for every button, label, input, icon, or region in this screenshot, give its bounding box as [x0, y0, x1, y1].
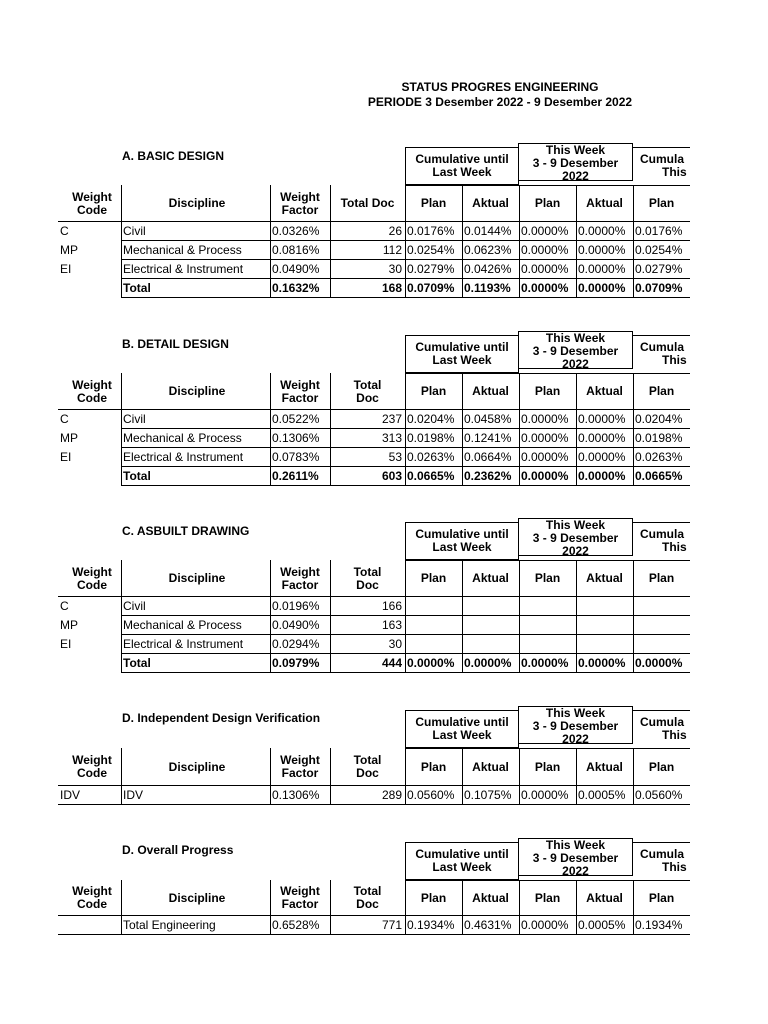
- total-doc-cell: 112: [382, 243, 402, 257]
- group-header-this-week: [518, 706, 633, 744]
- group-header-cumulative-last: [405, 147, 519, 185]
- col-header-discipline: Discipline: [168, 384, 226, 398]
- total-plan: 0.0709%: [635, 281, 683, 295]
- plan-cell: 0.0000%: [521, 788, 569, 802]
- rule: [405, 185, 406, 298]
- rule: [405, 373, 406, 486]
- total-plan: 0.0665%: [407, 469, 455, 483]
- discipline-cell: Electrical & Instrument: [123, 262, 244, 276]
- total-aktual: 0.0000%: [464, 656, 512, 670]
- aktual-cell: 0.1241%: [464, 431, 512, 445]
- rule: [270, 748, 271, 805]
- section-title: C. ASBUILT DRAWING: [122, 524, 250, 538]
- total-doc-cell: 30: [388, 637, 402, 651]
- total-doc-cell: 166: [381, 599, 402, 613]
- col-header-aktual: Aktual: [586, 384, 623, 398]
- rule: [58, 804, 690, 805]
- rule: [405, 880, 406, 935]
- aktual-cell: [464, 635, 519, 653]
- rule: [519, 560, 520, 673]
- total-doc-cell: 289: [381, 788, 402, 802]
- group-label-line: This: [662, 860, 687, 874]
- plan-cell: 0.0254%: [635, 243, 683, 257]
- group-label-line: 3 - 9 Desember: [532, 719, 619, 733]
- discipline-cell: Mechanical & Process: [123, 431, 242, 445]
- rule: [633, 373, 634, 486]
- weight-factor-cell: 0.6528%: [272, 918, 320, 932]
- plan-cell: 0.0000%: [521, 243, 569, 257]
- aktual-cell: 0.0000%: [578, 431, 626, 445]
- rule: [519, 880, 520, 935]
- col-header-discipline: Discipline: [168, 196, 226, 210]
- aktual-cell: 0.0623%: [464, 243, 512, 257]
- group-label-line: This Week: [545, 331, 606, 345]
- total-plan: 0.0709%: [407, 281, 455, 295]
- weight-factor-cell: 0.1306%: [272, 788, 320, 802]
- total-doc-sum: 444: [381, 656, 402, 670]
- group-header-this-week: [518, 838, 633, 876]
- group-label-line: Cumula: [640, 527, 685, 541]
- rule: [121, 297, 690, 298]
- group-label-line: 2022: [562, 864, 589, 878]
- report-period: PERIODE 3 Desember 2022 - 9 Desember 2022: [367, 95, 633, 109]
- col-header-aktual: Aktual: [586, 196, 623, 210]
- plan-cell: 0.0560%: [635, 788, 683, 802]
- weight-code-cell: IDV: [60, 788, 81, 802]
- group-label-line: Cumula: [640, 152, 685, 166]
- rule: [576, 560, 577, 673]
- col-header-plan: Plan: [420, 890, 447, 905]
- total-plan: 0.0000%: [521, 656, 569, 670]
- group-label-line: 3 - 9 Desember: [532, 156, 619, 170]
- col-header-weight-code: Weight Code: [72, 377, 112, 405]
- weight-code-cell: C: [60, 412, 69, 426]
- plan-cell: 0.0279%: [635, 262, 683, 276]
- plan-cell: 0.0560%: [407, 788, 455, 802]
- group-header-cumulative-this: [640, 842, 690, 880]
- group-header-cumulative-last: [405, 842, 519, 880]
- plan-cell: 0.0000%: [521, 431, 569, 445]
- total-plan: 0.0000%: [521, 281, 569, 295]
- weight-factor-cell: 0.1306%: [272, 431, 320, 445]
- group-header-cumulative-last: [405, 522, 519, 560]
- rule: [121, 672, 690, 673]
- plan-cell: [635, 635, 690, 653]
- rule: [270, 373, 271, 486]
- plan-cell: 0.0000%: [521, 262, 569, 276]
- section-title: D. Overall Progress: [122, 843, 234, 857]
- weight-code-cell: EI: [60, 450, 72, 464]
- total-doc-sum: 603: [381, 469, 402, 483]
- weight-code-cell: MP: [60, 243, 78, 257]
- plan-cell: 0.0176%: [635, 224, 683, 238]
- rule: [462, 373, 463, 486]
- plan-cell: [521, 635, 576, 653]
- col-header-total-doc: Total Doc: [353, 884, 382, 911]
- total-label: Total: [123, 281, 151, 295]
- rule: [462, 880, 463, 935]
- group-header-cumulative-this: [640, 335, 690, 373]
- group-label-line: Last Week: [432, 165, 492, 179]
- section-title: D. Independent Design Verification: [122, 711, 321, 725]
- group-label-line: Last Week: [432, 540, 492, 554]
- col-header-aktual: Aktual: [472, 384, 509, 398]
- weight-factor-cell: 0.0490%: [272, 618, 320, 632]
- group-header-cumulative-this: [640, 147, 690, 185]
- weight-factor-cell: 0.0326%: [272, 224, 320, 238]
- weight-code-cell: EI: [60, 637, 72, 651]
- aktual-cell: 0.1075%: [464, 788, 512, 802]
- col-header-plan: Plan: [648, 759, 675, 774]
- total-weight-factor: 0.1632%: [272, 281, 320, 295]
- group-label-line: 3 - 9 Desember: [532, 344, 619, 358]
- group-label-line: Cumula: [640, 340, 685, 354]
- rule: [405, 185, 690, 186]
- group-label-line: Cumula: [640, 847, 685, 861]
- plan-cell: [407, 635, 462, 653]
- group-label-line: This Week: [545, 838, 606, 852]
- discipline-cell: Civil: [123, 224, 146, 238]
- plan-cell: 0.1934%: [407, 918, 455, 932]
- col-header-aktual: Aktual: [472, 571, 509, 585]
- aktual-cell: 0.0005%: [578, 788, 626, 802]
- rule: [519, 373, 520, 486]
- group-label-line: Cumulative until: [415, 340, 509, 354]
- rule: [270, 560, 271, 673]
- plan-cell: 0.0263%: [407, 450, 455, 464]
- weight-code-cell: [60, 916, 120, 934]
- rule: [519, 185, 520, 298]
- col-header-aktual: Aktual: [472, 759, 509, 774]
- plan-cell: [407, 597, 462, 615]
- weight-factor-cell: 0.0816%: [272, 243, 320, 257]
- group-label-line: Cumulative until: [415, 715, 509, 729]
- total-aktual: 0.2362%: [464, 469, 512, 483]
- rule: [519, 748, 520, 805]
- weight-factor-cell: 0.0490%: [272, 262, 320, 276]
- rule: [121, 880, 122, 935]
- rule: [576, 880, 577, 935]
- rule: [632, 710, 690, 711]
- total-doc-cell: 163: [381, 618, 402, 632]
- rule: [632, 522, 690, 523]
- group-label-line: This: [662, 353, 687, 367]
- col-header-plan: Plan: [534, 196, 561, 210]
- total-aktual: 0.0000%: [578, 656, 626, 670]
- col-header-plan: Plan: [648, 196, 675, 210]
- col-header-aktual: Aktual: [586, 759, 623, 774]
- rule: [121, 560, 122, 673]
- rule: [405, 880, 690, 881]
- group-label-line: This Week: [545, 143, 606, 157]
- rule: [576, 185, 577, 298]
- total-plan: 0.0665%: [635, 469, 683, 483]
- rule: [632, 842, 690, 843]
- rule: [462, 748, 463, 805]
- group-label-line: Cumula: [640, 715, 685, 729]
- aktual-cell: 0.0144%: [464, 224, 512, 238]
- rule: [405, 373, 690, 374]
- group-label-line: 2022: [562, 732, 589, 746]
- rule: [633, 560, 634, 673]
- col-header-plan: Plan: [420, 759, 447, 774]
- rule: [633, 185, 634, 298]
- aktual-cell: 0.0005%: [578, 918, 626, 932]
- rule: [632, 335, 690, 336]
- col-header-total-doc: Total Doc: [340, 196, 395, 210]
- weight-code-cell: MP: [60, 431, 78, 445]
- total-doc-cell: 30: [388, 262, 402, 276]
- rule: [632, 147, 690, 148]
- total-label: Total: [123, 656, 151, 670]
- group-label-line: Last Week: [432, 353, 492, 367]
- aktual-cell: [464, 616, 519, 634]
- group-header-this-week: [518, 331, 633, 369]
- aktual-cell: 0.0426%: [464, 262, 512, 276]
- rule: [121, 485, 690, 486]
- rule: [462, 560, 463, 673]
- plan-cell: 0.0198%: [635, 431, 683, 445]
- plan-cell: 0.0176%: [407, 224, 455, 238]
- weight-code-cell: C: [60, 599, 69, 613]
- total-doc-cell: 26: [388, 224, 402, 238]
- col-header-plan: Plan: [420, 196, 447, 210]
- col-header-weight-code: Weight Code: [72, 753, 112, 780]
- col-header-discipline: Discipline: [168, 759, 226, 774]
- weight-factor-cell: 0.0196%: [272, 599, 320, 613]
- total-aktual: 0.0000%: [578, 281, 626, 295]
- report-title: STATUS PROGRES ENGINEERING: [401, 80, 599, 94]
- discipline-cell: Civil: [123, 599, 146, 613]
- col-header-weight-factor: Weight Factor: [280, 884, 320, 911]
- aktual-cell: 0.0000%: [578, 450, 626, 464]
- total-doc-cell: 771: [381, 918, 402, 932]
- rule: [270, 880, 271, 935]
- weight-code-cell: MP: [60, 618, 78, 632]
- plan-cell: 0.0000%: [521, 412, 569, 426]
- col-header-aktual: Aktual: [586, 890, 623, 905]
- total-doc-cell: 237: [381, 412, 402, 426]
- col-header-aktual: Aktual: [472, 196, 509, 210]
- total-plan: 0.0000%: [521, 469, 569, 483]
- col-header-aktual: Aktual: [472, 890, 509, 905]
- aktual-cell: 0.0000%: [578, 224, 626, 238]
- plan-cell: 0.0000%: [521, 224, 569, 238]
- group-header-this-week: [518, 518, 633, 556]
- rule: [405, 748, 690, 749]
- col-header-plan: Plan: [534, 571, 561, 585]
- total-label: Total: [123, 469, 151, 483]
- rule: [270, 185, 271, 298]
- group-label-line: 3 - 9 Desember: [532, 851, 619, 865]
- col-header-plan: Plan: [534, 890, 561, 905]
- col-header-aktual: Aktual: [586, 571, 623, 585]
- group-header-cumulative-last: [405, 335, 519, 373]
- group-label-line: Last Week: [432, 860, 492, 874]
- col-header-total-doc: Total Doc: [353, 753, 382, 780]
- plan-cell: 0.0279%: [407, 262, 455, 276]
- aktual-cell: [464, 597, 519, 615]
- total-weight-factor: 0.2611%: [272, 469, 319, 483]
- plan-cell: 0.0000%: [521, 918, 569, 932]
- col-header-plan: Plan: [420, 384, 447, 398]
- group-header-cumulative-this: [640, 710, 690, 748]
- group-label-line: This: [662, 540, 687, 554]
- discipline-cell: Electrical & Instrument: [123, 637, 244, 651]
- rule: [58, 934, 690, 935]
- col-header-weight-factor: Weight Factor: [280, 564, 320, 592]
- col-header-plan: Plan: [648, 571, 675, 585]
- rule: [576, 748, 577, 805]
- total-plan: 0.0000%: [407, 656, 455, 670]
- rule: [405, 748, 406, 805]
- col-header-plan: Plan: [534, 384, 561, 398]
- col-header-plan: Plan: [648, 890, 675, 905]
- plan-cell: 0.0263%: [635, 450, 683, 464]
- section-title: B. DETAIL DESIGN: [122, 337, 229, 351]
- col-header-weight-factor: Weight Factor: [280, 189, 320, 217]
- rule: [576, 373, 577, 486]
- rule: [633, 880, 634, 935]
- aktual-cell: 0.0000%: [578, 412, 626, 426]
- group-header-cumulative-this: [640, 522, 690, 560]
- col-header-weight-code: Weight Code: [72, 564, 112, 592]
- col-header-weight-factor: Weight Factor: [280, 753, 320, 780]
- discipline-cell: Mechanical & Process: [123, 243, 242, 257]
- rule: [633, 748, 634, 805]
- col-header-discipline: Discipline: [168, 890, 226, 905]
- plan-cell: 0.0000%: [521, 450, 569, 464]
- discipline-cell: Civil: [123, 412, 146, 426]
- group-label-line: This Week: [545, 518, 606, 532]
- group-label-line: 3 - 9 Desember: [532, 531, 619, 545]
- discipline-cell: IDV: [123, 788, 144, 802]
- total-aktual: 0.0000%: [578, 469, 626, 483]
- plan-cell: 0.0254%: [407, 243, 455, 257]
- rule: [405, 560, 406, 673]
- plan-cell: 0.1934%: [635, 918, 683, 932]
- section-title: A. BASIC DESIGN: [122, 149, 225, 163]
- plan-cell: 0.0204%: [407, 412, 455, 426]
- plan-cell: [521, 597, 576, 615]
- col-header-weight-factor: Weight Factor: [280, 377, 320, 405]
- total-doc-cell: 313: [381, 431, 402, 445]
- total-doc-cell: 53: [388, 450, 402, 464]
- aktual-cell: [578, 597, 633, 615]
- col-header-weight-code: Weight Code: [72, 189, 112, 217]
- total-weight-factor: 0.0979%: [272, 656, 320, 670]
- rule: [405, 560, 690, 561]
- group-label-line: Cumulative until: [415, 847, 509, 861]
- col-header-discipline: Discipline: [168, 571, 226, 585]
- col-header-plan: Plan: [420, 571, 447, 585]
- aktual-cell: 0.0458%: [464, 412, 512, 426]
- weight-factor-cell: 0.0783%: [272, 450, 320, 464]
- group-label-line: This: [662, 728, 687, 742]
- weight-factor-cell: 0.0294%: [272, 637, 320, 651]
- aktual-cell: 0.0000%: [578, 243, 626, 257]
- discipline-cell: Total Engineering: [123, 918, 216, 932]
- discipline-cell: Mechanical & Process: [123, 618, 242, 632]
- col-header-total-doc: Total Doc: [353, 564, 382, 592]
- rule: [121, 185, 122, 298]
- group-label-line: This: [662, 165, 687, 179]
- col-header-total-doc: Total Doc: [353, 377, 382, 405]
- plan-cell: [635, 597, 690, 615]
- group-header-this-week: [518, 143, 633, 181]
- aktual-cell: [578, 616, 633, 634]
- total-plan: 0.0000%: [635, 656, 683, 670]
- total-doc-sum: 168: [381, 281, 402, 295]
- group-label-line: 2022: [562, 357, 589, 371]
- aktual-cell: [578, 635, 633, 653]
- aktual-cell: 0.4631%: [464, 918, 512, 932]
- plan-cell: 0.0198%: [407, 431, 455, 445]
- col-header-plan: Plan: [648, 384, 675, 398]
- discipline-cell: Electrical & Instrument: [123, 450, 244, 464]
- rule: [462, 185, 463, 298]
- plan-cell: 0.0204%: [635, 412, 683, 426]
- weight-code-cell: C: [60, 224, 69, 238]
- group-label-line: This Week: [545, 706, 606, 720]
- col-header-weight-code: Weight Code: [72, 884, 112, 911]
- group-label-line: 2022: [562, 544, 589, 558]
- rule: [121, 748, 122, 805]
- aktual-cell: 0.0664%: [464, 450, 512, 464]
- plan-cell: [407, 616, 462, 634]
- col-header-plan: Plan: [534, 759, 561, 774]
- group-label-line: Last Week: [432, 728, 492, 742]
- plan-cell: [521, 616, 576, 634]
- group-label-line: Cumulative until: [415, 152, 509, 166]
- group-header-cumulative-last: [405, 710, 519, 748]
- weight-factor-cell: 0.0522%: [272, 412, 320, 426]
- group-label-line: 2022: [562, 169, 589, 183]
- rule: [121, 373, 122, 486]
- total-aktual: 0.1193%: [464, 281, 511, 295]
- plan-cell: [635, 616, 690, 634]
- weight-code-cell: EI: [60, 262, 72, 276]
- aktual-cell: 0.0000%: [578, 262, 626, 276]
- group-label-line: Cumulative until: [415, 527, 509, 541]
